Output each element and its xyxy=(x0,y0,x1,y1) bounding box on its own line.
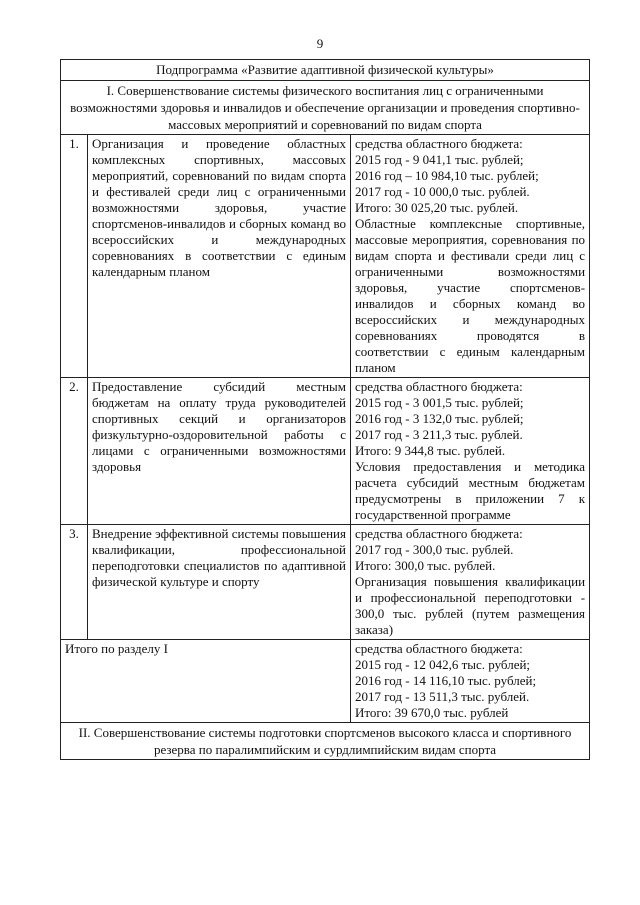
section-1-title: I. Совершенствование системы физического воспитания лиц с ограниченными возможностями здоровья и инвалидов и обеспечение организации и проведения спортивно-массовых мероприятий и соревнований по видам спорта xyxy=(61,81,590,135)
table-row xyxy=(61,135,590,378)
funding-total: Итого: 30 025,20 тыс. рублей. xyxy=(355,200,519,215)
section-2-title-row xyxy=(61,723,590,760)
funding-cell xyxy=(351,135,590,378)
section-1-title-row xyxy=(61,81,590,135)
funding-line: 2015 год - 3 001,5 тыс. рублей; xyxy=(355,395,524,410)
funding-cell xyxy=(351,378,590,525)
funding-line: 2015 год - 9 041,1 тыс. рублей; xyxy=(355,152,524,167)
page-number: 9 xyxy=(316,36,324,51)
activity-cell: Предоставление субсидий местным бюджетам на оплату труда руководителей спортивных секций и организаторов физкультурно-оздоровительной работы с лицами с ограниченными возможностями здоровья xyxy=(88,378,351,525)
total-line: средства областного бюджета: xyxy=(355,641,523,656)
funding-total: Итого: 300,0 тыс. рублей. xyxy=(355,558,496,573)
funding-line: 2016 год – 10 984,10 тыс. рублей; xyxy=(355,168,539,183)
activity-description: Условия предоставления и методика расчета субсидий местным бюджетам предусмотрены в приложении 7 к государственной программе xyxy=(355,459,586,522)
funding-line: средства областного бюджета: xyxy=(355,526,523,541)
total-line: 2016 год - 14 116,10 тыс. рублей; xyxy=(355,673,537,688)
activity-cell: Организация и проведение областных комплексных спортивных, массовых мероприятий, соревнований по видам спорта и фестивалей среди лиц с ограниченными возможностями здоровья, участие спортсменов-инвалидов и сборных команд во всероссийских и международных соревнованиях в соответствии с единым календарным планом xyxy=(88,135,351,378)
funding-line: средства областного бюджета: xyxy=(355,379,523,394)
table-row xyxy=(61,525,590,640)
funding-line: 2016 год - 3 132,0 тыс. рублей; xyxy=(355,411,524,426)
row-number: 1. xyxy=(61,135,88,378)
subprogram-title: Подпрограмма «Развитие адаптивной физической культуры» xyxy=(61,60,590,81)
section-2-title: II. Совершенствование системы подготовки спортсменов высокого класса и спортивного резерва по паралимпийским и сурдлимпийским видам спорта xyxy=(61,723,590,760)
total-line: 2017 год - 13 511,3 тыс. рублей. xyxy=(355,689,530,704)
table-row xyxy=(61,378,590,525)
total-line: 2015 год - 12 042,6 тыс. рублей; xyxy=(355,657,531,672)
subprogram-title-row xyxy=(61,60,590,81)
funding-total: Итого: 9 344,8 тыс. рублей. xyxy=(355,443,506,458)
row-number: 2. xyxy=(61,378,88,525)
total-label: Итого по разделу I xyxy=(61,640,351,723)
subprogram-table xyxy=(60,59,590,760)
funding-line: 2017 год - 300,0 тыс. рублей. xyxy=(355,542,514,557)
activity-description: Организация повышения квалификации и профессиональной переподготовки - 300,0 тыс. рублей (путем размещения заказа) xyxy=(355,574,586,637)
total-sum: Итого: 39 670,0 тыс. рублей xyxy=(355,705,509,720)
funding-line: 2017 год - 3 211,3 тыс. рублей. xyxy=(355,427,523,442)
funding-cell xyxy=(351,525,590,640)
total-row xyxy=(61,640,590,723)
activity-cell: Внедрение эффективной системы повышения квалификации, профессиональной переподготовки специалистов по адаптивной физической культуре и спорту xyxy=(88,525,351,640)
funding-line: 2017 год - 10 000,0 тыс. рублей. xyxy=(355,184,530,199)
activity-description: Областные комплексные спортивные, массовые мероприятия, соревнования по видам спорта и фестивали среди лиц с ограниченными возможностями здоровья, участие спортсменов-инвалидов и сборных команд во всероссийских и международных соревнованиях проводятся в соответствии с единым календарным планом xyxy=(355,216,586,375)
funding-line: средства областного бюджета: xyxy=(355,136,523,151)
total-funding-cell xyxy=(351,640,590,723)
row-number: 3. xyxy=(61,525,88,640)
